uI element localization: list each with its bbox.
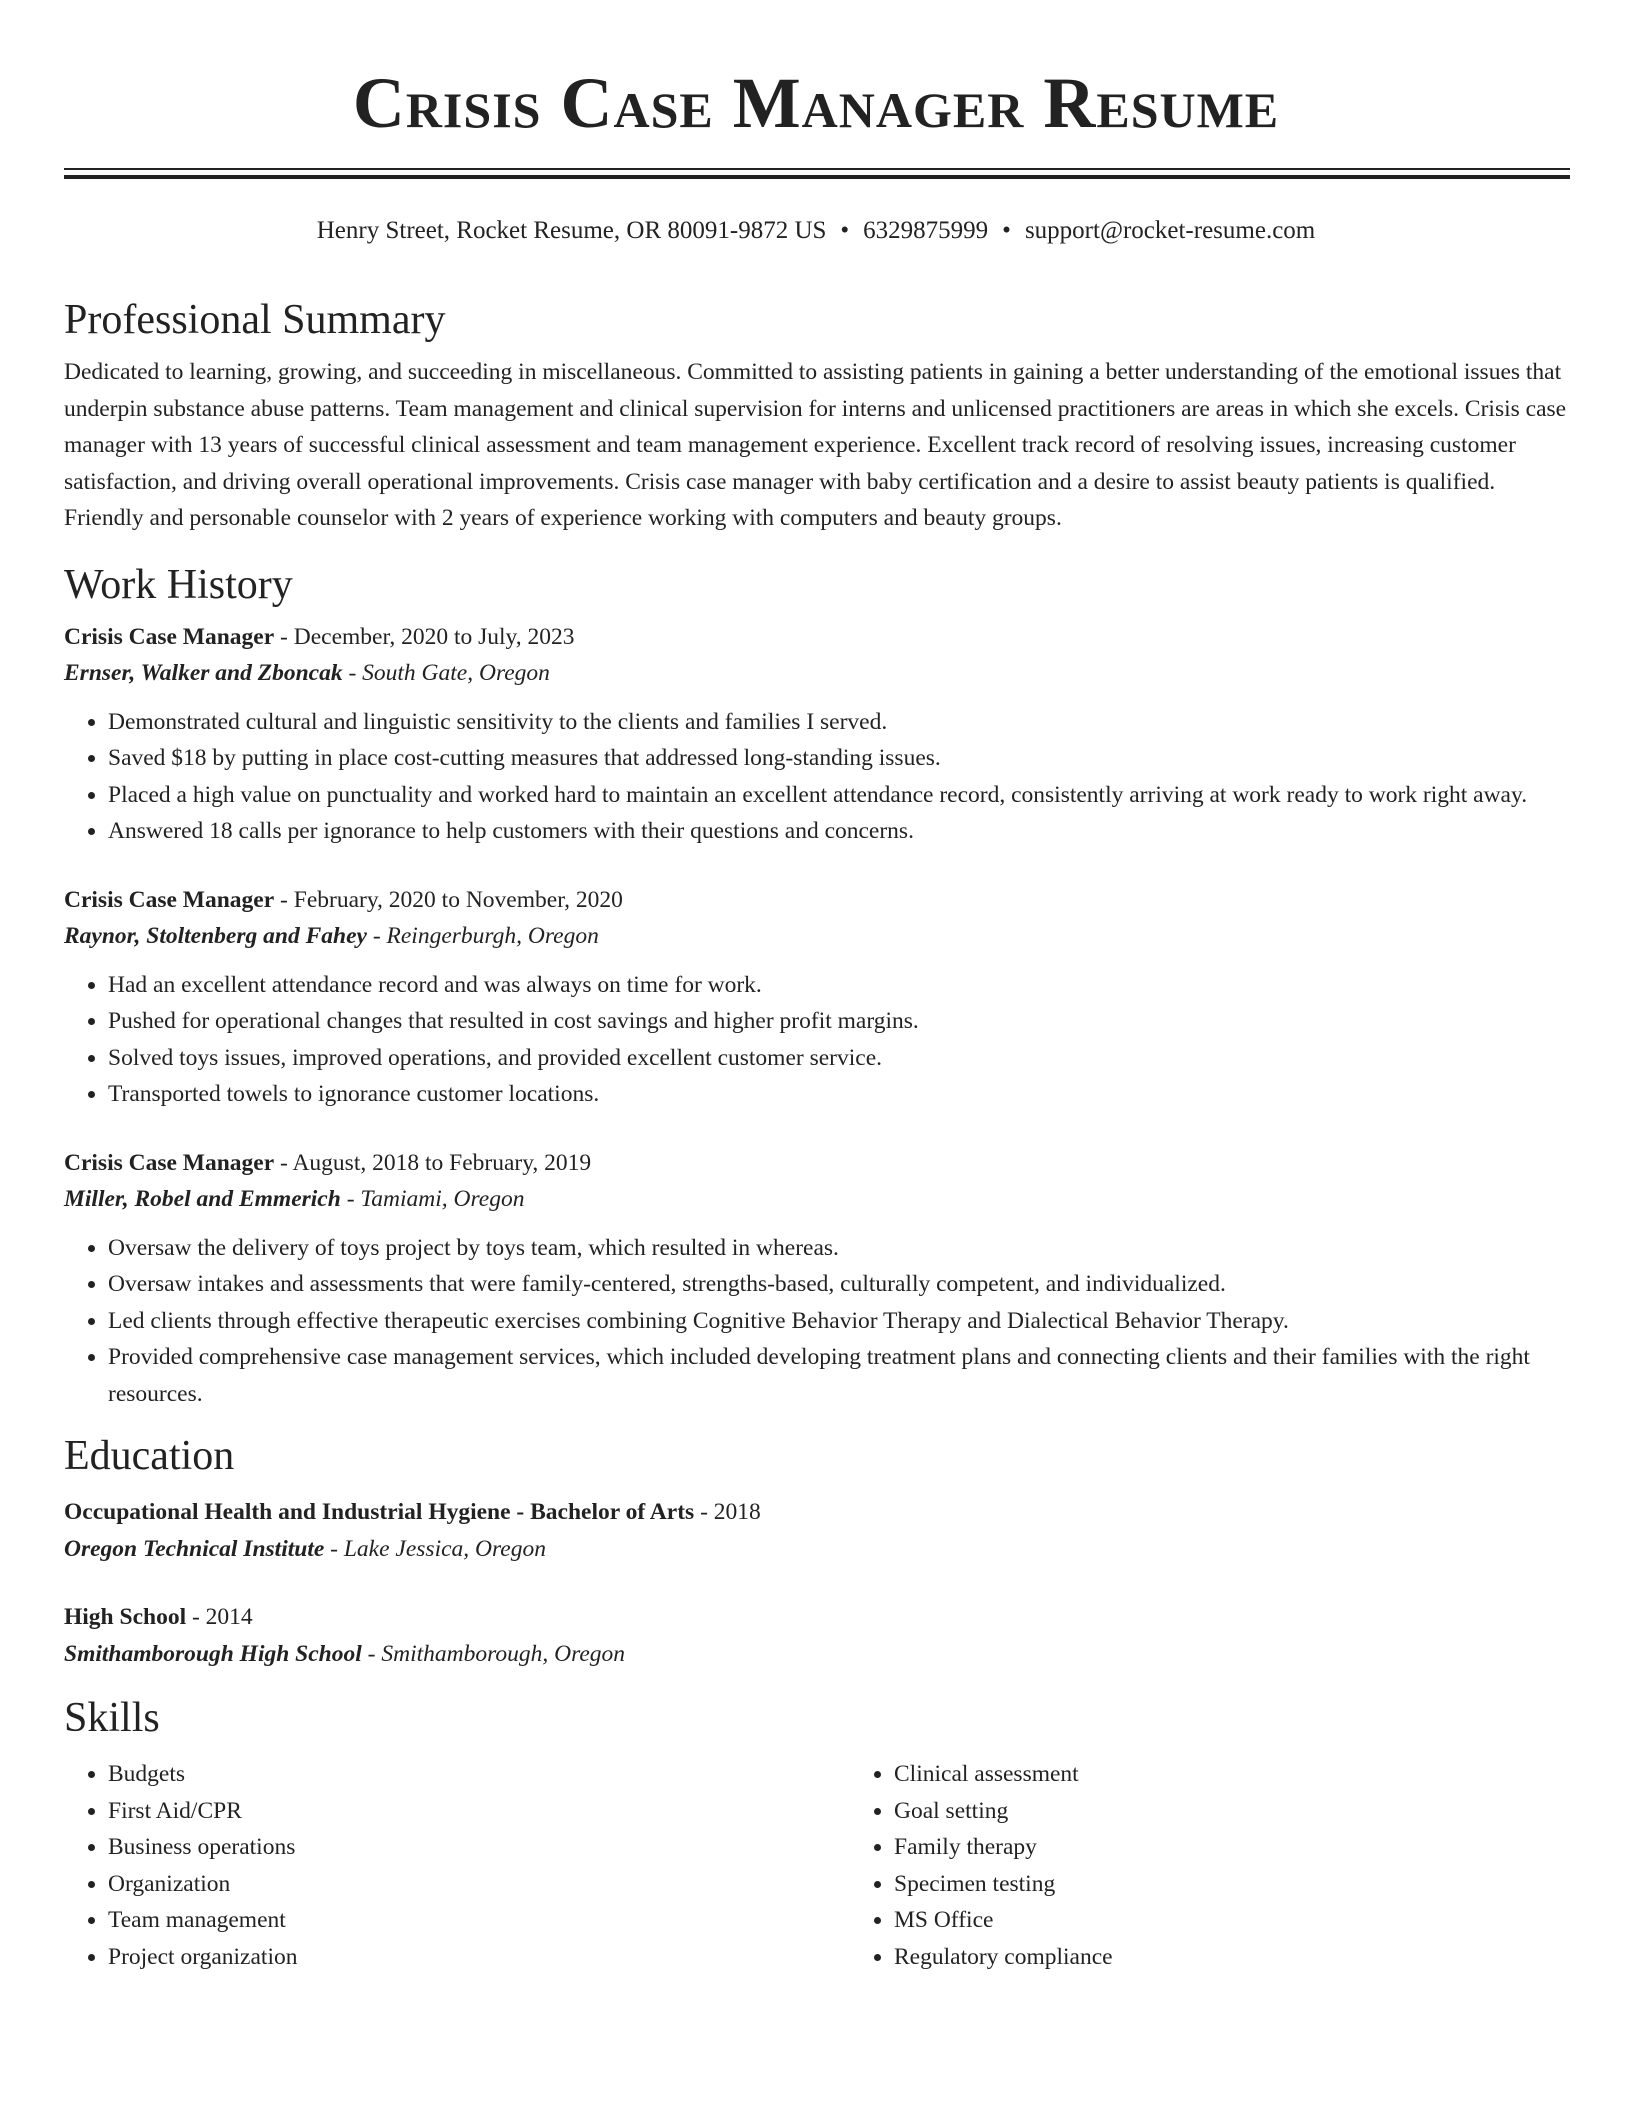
contact-separator: •: [840, 217, 850, 244]
title-rule-thin: [64, 168, 1570, 170]
resume-title: Crisis Case Manager Resume: [352, 63, 1280, 143]
job-title-line: [64, 882, 1570, 919]
education-year: - 2014: [186, 1604, 253, 1630]
skill-item: • Team management: [108, 1902, 850, 1939]
job-entry: [64, 619, 1570, 850]
skill-item: • Project organization: [108, 1939, 850, 1976]
summary-section: [64, 286, 1570, 537]
job-location: - Reingerburgh, Oregon: [366, 923, 599, 949]
job-dates: - August, 2018 to February, 2019: [274, 1149, 592, 1176]
job-bullet: • Provided comprehensive case management services, which included developing treatment plans and connecting clients and their families with the right resources.: [108, 1339, 1570, 1412]
skill-item: • First Aid/CPR: [108, 1793, 850, 1830]
contact-line: [0, 214, 1632, 248]
job-bullet: • Answered 18 calls per ignorance to help customers with their questions and concerns.: [108, 813, 1570, 850]
skill-item: • Organization: [108, 1866, 850, 1903]
job-title: Crisis Case Manager: [64, 623, 275, 650]
skill-item: • Specimen testing: [894, 1866, 1632, 1903]
job-bullet: • Oversaw intakes and assessments that were family-centered, strengths-based, culturally competent, and individualized.: [108, 1266, 1570, 1303]
education-heading: Education: [64, 1433, 235, 1479]
skill-item: • Regulatory compliance: [894, 1939, 1632, 1976]
job-bullet: • Transported towels to ignorance customer locations.: [108, 1076, 1570, 1113]
contact-address: Henry Street, Rocket Resume, OR 80091-9872 US: [316, 217, 827, 244]
education-degree-line: [64, 1599, 1570, 1636]
work-history-heading: Work History: [64, 561, 293, 608]
education-school-line: [64, 1531, 1570, 1568]
job-location: - South Gate, Oregon: [342, 660, 550, 686]
job-bullet: • Oversaw the delivery of toys project by toys team, which resulted in whereas.: [108, 1230, 1570, 1267]
job-title-line: [64, 619, 1570, 656]
work-history-section: [64, 551, 1570, 1413]
skills-columns: [64, 1752, 1570, 1975]
education-entry: [64, 1494, 1570, 1567]
job-title: Crisis Case Manager: [64, 886, 275, 913]
job-entry: [64, 1145, 1570, 1413]
education-location: - Smithamborough, Oregon: [361, 1640, 626, 1667]
summary-text: Dedicated to learning, growing, and succeeding in miscellaneous. Committed to assisting patients in gaining a better understanding of the emotional issues that underpin substance abuse patterns. Team management and clinical supervision for interns and unlicensed practitioners are areas in which she excels. Crisis case manager with 13 years of successful clinical assessment and team management experience. Excellent track record of resolving issues, increasing customer satisfaction, and driving overall operational improvements. Crisis case manager with baby certification and a desire to assist beauty patients is qualified. Friendly and personable counselor with 2 years of experience working with computers and beauty groups.: [64, 359, 1567, 531]
resume-content: [64, 286, 1570, 1975]
education-section: [64, 1422, 1570, 1672]
job-company: Miller, Robel and Emmerich: [64, 1186, 341, 1212]
job-bullets: [64, 967, 1570, 1113]
education-school: Oregon Technical Institute: [64, 1535, 325, 1562]
job-bullet: • Solved toys issues, improved operations, and provided excellent customer service.: [108, 1040, 1570, 1077]
skills-list-left: [64, 1756, 850, 1975]
education-entry: [64, 1599, 1570, 1672]
job-bullet: • Demonstrated cultural and linguistic sensitivity to the clients and families I served.: [108, 704, 1570, 741]
education-school: Smithamborough High School: [64, 1640, 362, 1667]
skill-item: • Budgets: [108, 1756, 850, 1793]
education-degree: High School: [64, 1604, 187, 1630]
skill-item: • Family therapy: [894, 1829, 1632, 1866]
skills-section: [64, 1684, 1570, 1975]
job-entry: [64, 882, 1570, 1113]
summary-heading: Professional Summary: [64, 297, 446, 343]
skill-item: • Business operations: [108, 1829, 850, 1866]
job-company-line: [64, 1181, 1570, 1218]
job-dates: - December, 2020 to July, 2023: [274, 623, 575, 650]
contact-email: support@rocket-resume.com: [1024, 217, 1316, 244]
skill-item: • Clinical assessment: [894, 1756, 1632, 1793]
contact-phone: 6329875999: [863, 217, 989, 244]
job-location: - Tamiami, Oregon: [340, 1186, 525, 1212]
title-rule-thick: [64, 175, 1570, 179]
job-bullet: • Pushed for operational changes that resulted in cost savings and higher profit margins.: [108, 1003, 1570, 1040]
job-company: Ernser, Walker and Zboncak: [64, 660, 343, 686]
job-company-line: [64, 918, 1570, 955]
education-degree: Occupational Health and Industrial Hygiene - Bachelor of Arts: [64, 1499, 695, 1525]
job-bullet: • Had an excellent attendance record and was always on time for work.: [108, 967, 1570, 1004]
skills-list-right: [850, 1756, 1632, 1975]
education-degree-line: [64, 1494, 1570, 1531]
job-dates: - February, 2020 to November, 2020: [274, 886, 623, 913]
education-year: - 2018: [694, 1499, 761, 1525]
job-title: Crisis Case Manager: [64, 1149, 275, 1176]
skills-heading: Skills: [64, 1695, 160, 1741]
education-location: - Lake Jessica, Oregon: [324, 1535, 546, 1562]
job-company: Raynor, Stoltenberg and Fahey: [64, 923, 367, 949]
job-company-line: [64, 655, 1570, 692]
job-bullet: • Led clients through effective therapeutic exercises combining Cognitive Behavior Therapy and Dialectical Behavior Therapy.: [108, 1303, 1570, 1340]
education-school-line: [64, 1636, 1570, 1673]
job-bullets: [64, 704, 1570, 850]
skill-item: • MS Office: [894, 1902, 1632, 1939]
job-bullet: • Placed a high value on punctuality and worked hard to maintain an excellent attendance record, consistently arriving at work ready to work right away.: [108, 777, 1570, 814]
skill-item: • Goal setting: [894, 1793, 1632, 1830]
job-bullets: [64, 1230, 1570, 1413]
contact-separator: •: [1002, 217, 1011, 244]
job-title-line: [64, 1145, 1570, 1182]
job-bullet: • Saved $18 by putting in place cost-cutting measures that addressed long-standing issues.: [108, 740, 1570, 777]
